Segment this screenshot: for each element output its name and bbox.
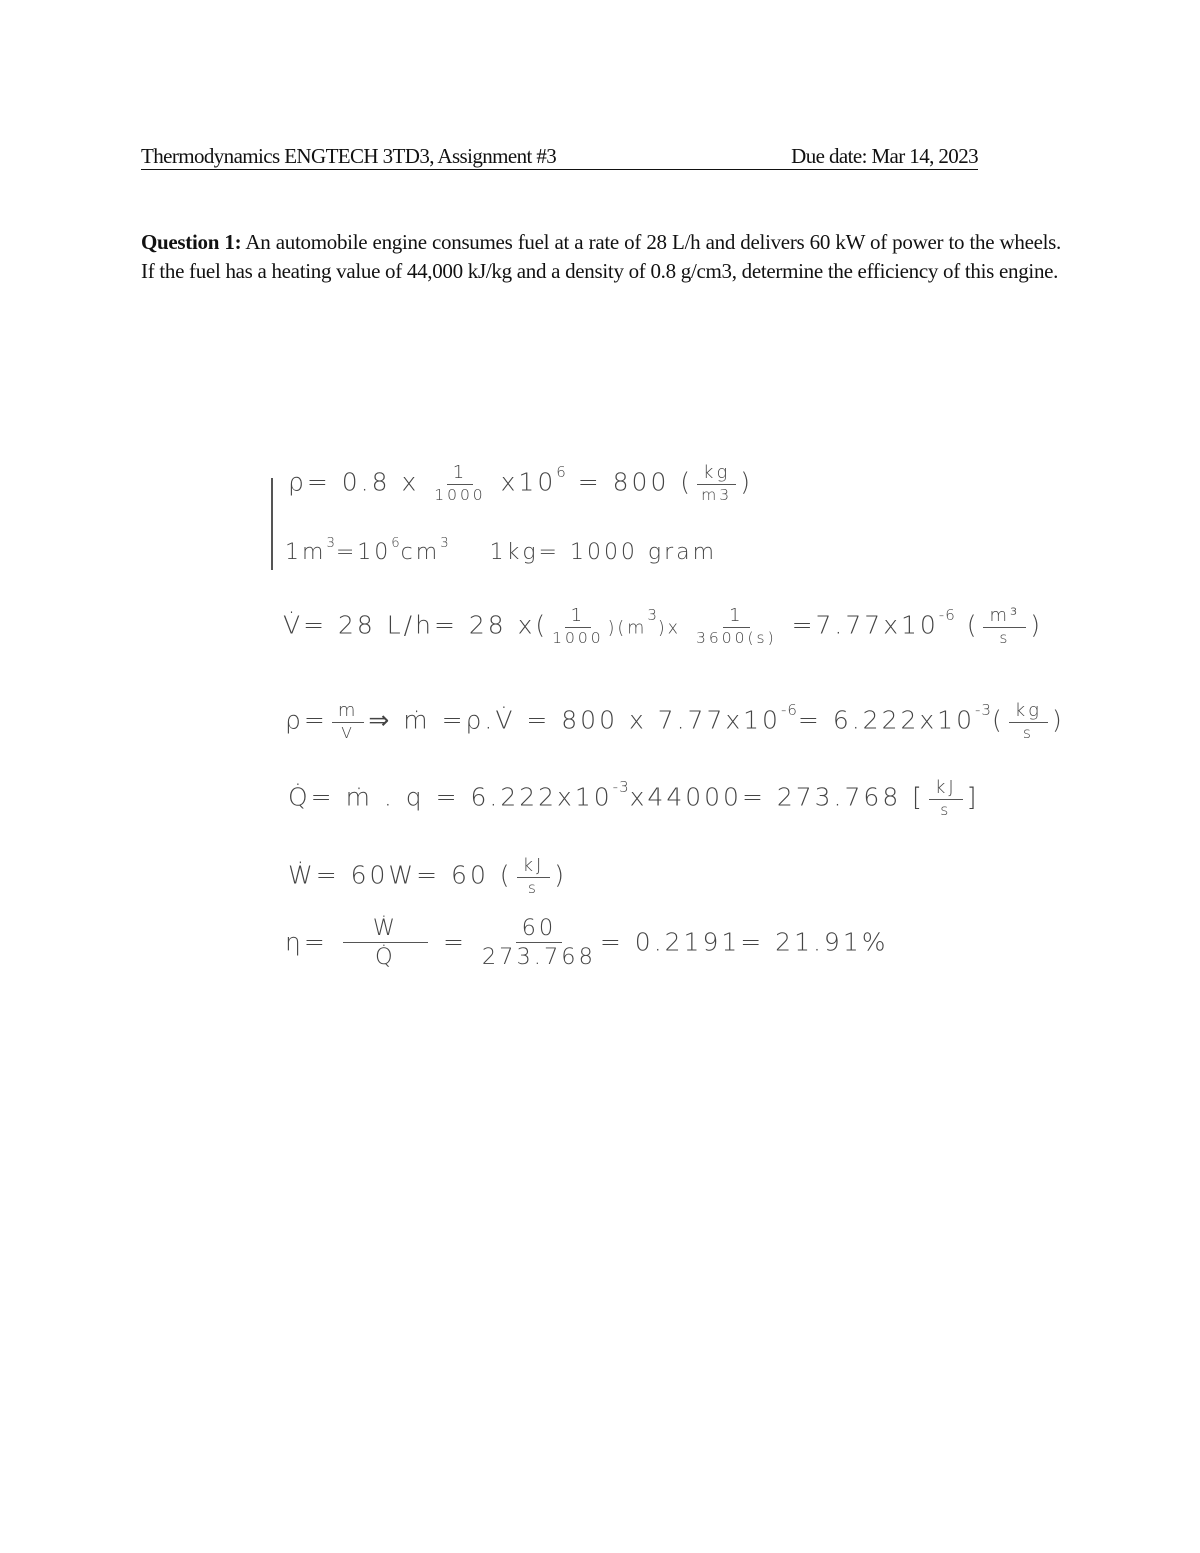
solution-line-mass-flow bbox=[285, 700, 1065, 743]
numerator: kJ bbox=[929, 777, 963, 800]
solution-line-heat-rate bbox=[288, 777, 979, 820]
text: 1m bbox=[285, 539, 327, 565]
numerator: 60 bbox=[516, 915, 563, 943]
text: =10 bbox=[335, 539, 392, 565]
numerator: 1 bbox=[447, 462, 473, 485]
denominator: V bbox=[341, 723, 355, 742]
solution-line-density bbox=[288, 462, 753, 505]
solution-line-efficiency bbox=[285, 915, 889, 972]
numerator: m³ bbox=[983, 605, 1026, 628]
unit-fraction bbox=[1009, 700, 1048, 743]
bracket-line bbox=[271, 478, 273, 570]
denominator: s bbox=[999, 628, 1011, 647]
exponent: 6 bbox=[391, 536, 401, 551]
question-text: An automobile engine consumes fuel at a rate of 28 L/h and delivers 60 kW of power to the wheels. If the fuel has a heating value of 44,000 kJ/kg and a density of 0.8 g/cm3, determine the efficiency of this engine. bbox=[141, 230, 1061, 283]
numerator: kJ bbox=[517, 855, 551, 878]
text: Ẇ= 60W= 60 ( bbox=[288, 860, 513, 890]
text: =7.77x10 bbox=[791, 610, 939, 640]
text: η= bbox=[285, 927, 328, 957]
text: )x bbox=[657, 618, 682, 639]
fraction bbox=[552, 605, 603, 648]
text: ) bbox=[740, 467, 754, 497]
text: ( bbox=[991, 705, 1005, 735]
numerator: kg bbox=[1009, 700, 1048, 723]
due-date: Due date: Mar 14, 2023 bbox=[791, 144, 978, 168]
numerator: 1 bbox=[723, 605, 749, 628]
numerator: 1 bbox=[565, 605, 591, 628]
exponent: 3 bbox=[326, 536, 336, 551]
solution-line-conversions bbox=[285, 536, 717, 565]
text: ⇒ ṁ =ρ.V̇ = 800 x 7.77x10 bbox=[368, 705, 781, 735]
solution-line-volume-flow bbox=[283, 605, 1043, 648]
exponent: -6 bbox=[938, 605, 956, 624]
text: )(m bbox=[607, 618, 648, 639]
denominator: s bbox=[940, 800, 952, 819]
text: = 0.2191= 21.91% bbox=[599, 927, 889, 957]
text: x10 bbox=[500, 467, 557, 497]
unit-fraction bbox=[517, 855, 551, 898]
fraction bbox=[696, 605, 777, 648]
denominator: 1000 bbox=[434, 485, 486, 504]
text: V̇= 28 L/h= 28 x( bbox=[283, 610, 549, 640]
unit-fraction bbox=[983, 605, 1026, 648]
unit-fraction bbox=[929, 777, 963, 820]
text: Q̇= ṁ . q = 6.222x10 bbox=[288, 782, 613, 812]
text: ) bbox=[1030, 610, 1043, 640]
numerator: kg bbox=[697, 462, 736, 485]
unit-fraction bbox=[697, 462, 736, 505]
numerator: Ẇ bbox=[343, 915, 428, 943]
denominator: 273.768 bbox=[481, 944, 596, 970]
text: ( bbox=[966, 610, 980, 640]
denominator: m3 bbox=[701, 485, 733, 504]
exponent: -6 bbox=[780, 700, 798, 719]
document-header bbox=[141, 144, 978, 170]
fraction bbox=[482, 915, 596, 972]
exponent: 3 bbox=[440, 536, 450, 551]
text: ) bbox=[1051, 705, 1065, 735]
text: ρ= 0.8 x bbox=[288, 467, 420, 497]
denominator: 1000 bbox=[552, 628, 604, 647]
text: x44000= 273.768 [ bbox=[629, 782, 925, 812]
question-label: Question 1: bbox=[141, 230, 242, 254]
solution-line-work-rate bbox=[288, 855, 567, 898]
denominator: 3600(s) bbox=[696, 628, 777, 647]
denominator: s bbox=[527, 878, 539, 897]
exponent: -3 bbox=[975, 700, 992, 719]
text: = 800 ( bbox=[577, 467, 694, 497]
text: ρ= bbox=[285, 705, 328, 735]
exponent: 3 bbox=[647, 605, 658, 624]
numerator: m bbox=[332, 700, 365, 723]
fraction bbox=[332, 700, 365, 743]
exponent: -3 bbox=[612, 777, 630, 796]
text: = bbox=[442, 927, 467, 957]
exponent: 6 bbox=[556, 462, 567, 481]
text: ] bbox=[966, 782, 980, 812]
text: 1kg= 1000 gram bbox=[489, 539, 718, 565]
text: = 6.222x10 bbox=[797, 705, 975, 735]
fraction bbox=[434, 462, 485, 505]
denominator: Q̇ bbox=[375, 944, 396, 970]
assignment-title: Thermodynamics ENGTECH 3TD3, Assignment #3 bbox=[141, 144, 557, 168]
text: ) bbox=[554, 860, 568, 890]
text: cm bbox=[400, 539, 441, 565]
denominator: s bbox=[1022, 723, 1034, 742]
question-1 bbox=[141, 228, 1061, 286]
fraction bbox=[343, 915, 428, 972]
